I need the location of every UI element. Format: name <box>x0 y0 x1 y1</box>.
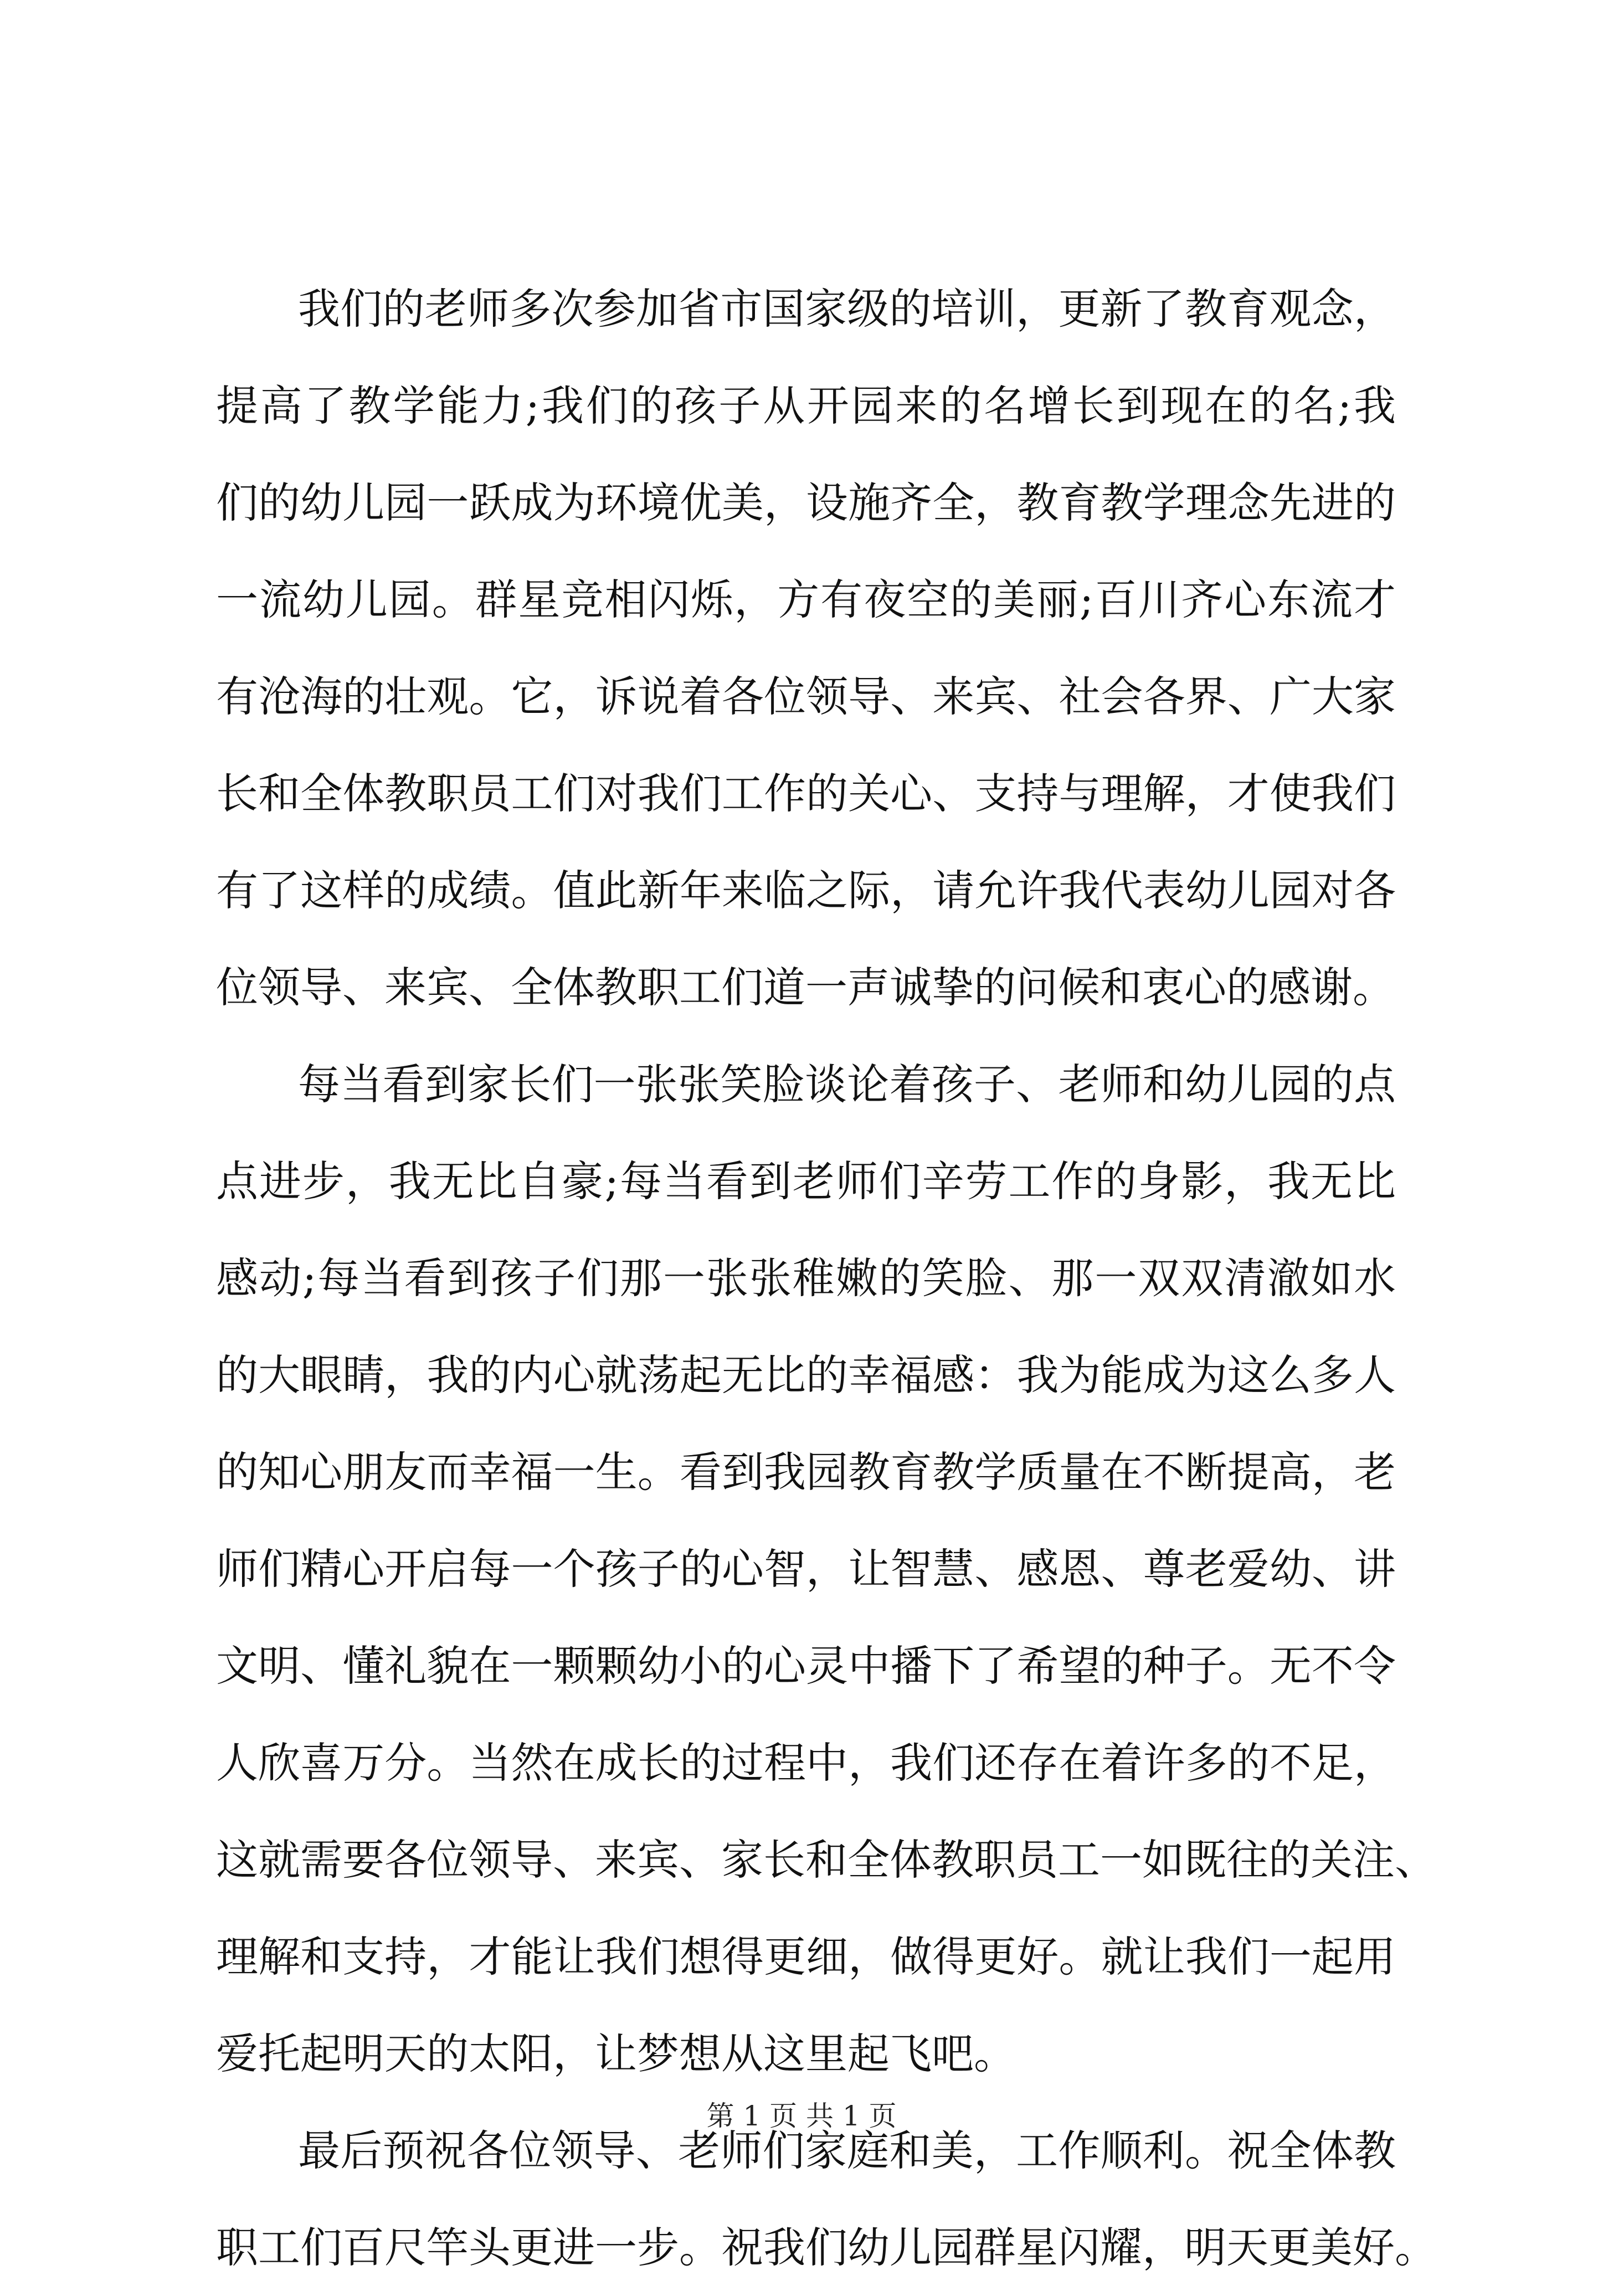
paragraph-2 <box>216 1036 1437 2102</box>
text-line: 职工们百尺竿头更进一步。祝我们幼儿园群星闪耀，明天更美好。 <box>216 2223 1437 2272</box>
text-line: 这就需要各位领导、来宾、家长和全体教职员工一如既往的关注、 <box>216 1835 1437 1884</box>
text-line: 最后预祝各位领导、老师们家庭和美，工作顺利。祝全体教 <box>298 2126 1396 2175</box>
text-line: 有了这样的成绩。值此新年来临之际，请允许我代表幼儿园对各 <box>216 866 1396 915</box>
text-line: 位领导、来宾、全体教职工们道一声诚挚的问候和衷心的感谢。 <box>216 963 1395 1012</box>
text-line: 理解和支持，才能让我们想得更细，做得更好。就让我们一起用 <box>216 1932 1396 1981</box>
text-line: 师们精心开启每一个孩子的心智，让智慧、感恩、尊老爱幼、讲 <box>216 1544 1396 1594</box>
text-line: 文明、懂礼貌在一颗颗幼小的心灵中播下了希望的种子。无不令 <box>216 1641 1396 1691</box>
text-line: 的大眼睛，我的内心就荡起无比的幸福感：我为能成为这么多人 <box>216 1350 1396 1400</box>
text-line: 长和全体教职员工们对我们工作的关心、支持与理解，才使我们 <box>216 769 1396 818</box>
text-line: 感动;每当看到孩子们那一张张稚嫩的笑脸、那一双双清澈如水 <box>216 1254 1396 1303</box>
text-line: 每当看到家长们一张张笑脸谈论着孩子、老师和幼儿园的点 <box>298 1060 1396 1109</box>
text-line: 我们的老师多次参加省市国家级的培训，更新了教育观念， <box>298 284 1396 333</box>
text-line: 爱托起明天的太阳，让梦想从这里起飞吧。 <box>216 2029 1016 2078</box>
text-line: 人欣喜万分。当然在成长的过程中，我们还存在着许多的不足， <box>216 1738 1396 1788</box>
text-line: 提高了教学能力;我们的孩子从开园来的名增长到现在的名;我 <box>216 381 1396 430</box>
text-line: 们的幼儿园一跃成为环境优美，设施齐全，教育教学理念先进的 <box>216 478 1396 527</box>
page-footer <box>0 2099 1603 2133</box>
text-line: 的知心朋友而幸福一生。看到我园教育教学质量在不断提高，老 <box>216 1447 1396 1497</box>
text-line: 一流幼儿园。群星竞相闪烁，方有夜空的美丽;百川齐心东流才 <box>216 575 1396 624</box>
text-line: 点进步，我无比自豪;每当看到老师们辛劳工作的身影，我无比 <box>216 1157 1396 1206</box>
text-line: 有沧海的壮观。它，诉说着各位领导、来宾、社会各界、广大家 <box>216 672 1396 721</box>
document-body <box>216 260 1437 2296</box>
paragraph-1 <box>216 260 1396 1036</box>
page-number: 第 1 页 共 1 页 <box>706 2100 897 2132</box>
